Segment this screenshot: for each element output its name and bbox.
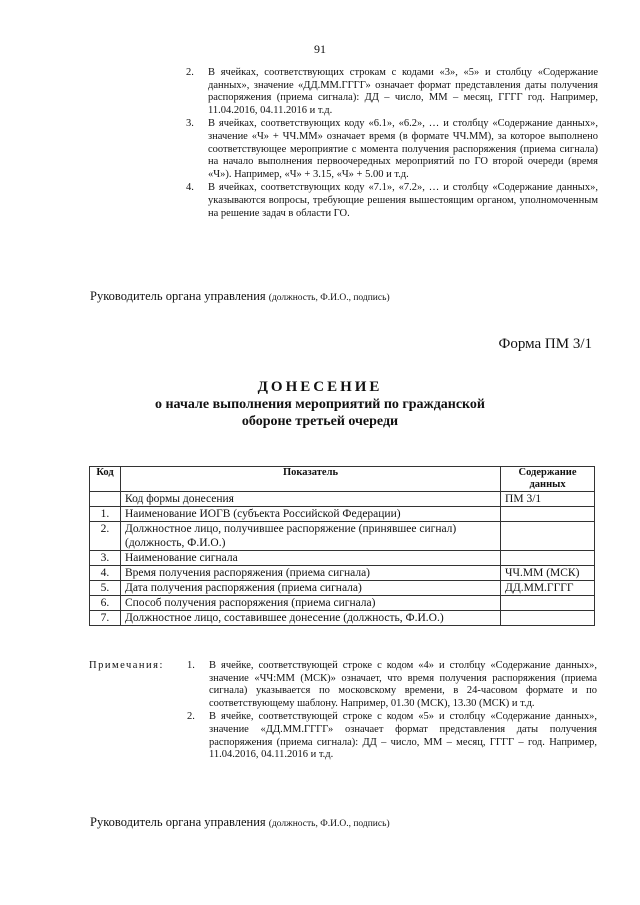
header-code: Код	[90, 467, 121, 492]
cell-code: 2.	[90, 522, 121, 551]
top-note	[186, 67, 598, 117]
top-note	[186, 182, 598, 220]
cell-data	[501, 522, 595, 551]
signature-label: Руководитель органа управления	[90, 815, 266, 829]
form-label: Форма ПМ 3/1	[498, 336, 592, 352]
notes-label: Примечания:	[89, 660, 164, 671]
cell-indicator: Должностное лицо, составившее донесение (должность, Ф.И.О.)	[120, 611, 500, 626]
note-number: 4.	[186, 182, 194, 194]
cell-indicator: Наименование ИОГВ (субъекта Российской Федерации)	[120, 507, 500, 522]
cell-code: 6.	[90, 596, 121, 611]
cell-data	[501, 596, 595, 611]
table-row	[90, 551, 595, 566]
bottom-note	[187, 711, 597, 761]
bottom-notes	[89, 660, 597, 763]
document-title: ДОНЕСЕНИЕ	[257, 379, 383, 395]
cell-indicator: Способ получения распоряжения (приема сигнала)	[120, 596, 500, 611]
document-title-block	[0, 378, 640, 430]
cell-data	[501, 507, 595, 522]
cell-data: ПМ 3/1	[501, 492, 595, 507]
note-text: В ячейках, соответствующих коду «6.1», «6.2», … и столбцу «Содержание данных», значение «Ч» + ЧЧ.ММ» означает время (в формате ЧЧ.ММ), за которое выполнено соответствующее мероприятие с момента получения распоряжения (приема сигнала) на начало выполнения первоочередных мероприятий по ГО второй очереди (время «Ч»). Например, «Ч» + 3.15, «Ч» + 5.00 и т.д.	[208, 118, 598, 180]
note-number: 3.	[186, 118, 194, 130]
cell-code: 3.	[90, 551, 121, 566]
note-number: 2.	[187, 711, 195, 723]
cell-code: 4.	[90, 566, 121, 581]
signature-hint: (должность, Ф.И.О., подпись)	[268, 293, 390, 303]
cell-code: 5.	[90, 581, 121, 596]
report-table	[89, 466, 595, 626]
cell-data: ДД.ММ.ГГГГ	[501, 581, 595, 596]
notes-list	[187, 660, 597, 763]
table-row	[90, 566, 595, 581]
table-row	[90, 522, 595, 551]
cell-indicator: Дата получения распоряжения (приема сигнала)	[120, 581, 500, 596]
table-row	[90, 581, 595, 596]
note-number: 1.	[187, 660, 195, 671]
top-note	[186, 118, 598, 181]
cell-code	[90, 492, 121, 507]
table-row	[90, 492, 595, 507]
note-text: В ячейке, соответствующей строке с кодом «5» и столбцу «Содержание данных», значение «ДД.ММ.ГГГГ» означает формат представления даты получения распоряжения (приема сигнала): ДД – число, ММ – месяц, ГГГГ – год. Например, 11.04.2016, 04.11.2016 и т.д.	[209, 711, 597, 761]
bottom-note	[187, 660, 597, 710]
note-text: В ячейке, соответствующей строке с кодом «4» и столбцу «Содержание данных», значение «ЧЧ:ММ (МСК)» означает, что время получения распоряжения (приема сигнала) указывается по московскому времени, в 24-часовом формате и по соответствующему шаблону. Например, 01.30 (МСК), 13.30 (МСК) и т.д.	[209, 660, 597, 709]
cell-indicator: Должностное лицо, получившее распоряжение (принявшее сигнал) (должность, Ф.И.О.)	[120, 522, 500, 551]
cell-code: 1.	[90, 507, 121, 522]
cell-indicator: Время получения распоряжения (приема сигнала)	[120, 566, 500, 581]
top-notes	[186, 67, 598, 221]
header-indicator: Показатель	[120, 467, 500, 492]
table-header-row	[90, 467, 595, 492]
cell-indicator: Код формы донесения	[120, 492, 500, 507]
note-number: 2.	[186, 67, 194, 78]
cell-data	[501, 611, 595, 626]
document-subtitle-line: о начале выполнения мероприятий по гражданской	[154, 397, 486, 412]
header-data: Содержание данных	[501, 467, 595, 492]
page-number: 91	[314, 42, 326, 56]
note-text: В ячейках, соответствующих строкам с кодами «3», «5» и столбцу «Содержание данных», значение «ДД.ММ.ГГГГ» означает формат представления даты получения распоряжения (приема сигнала): ДД – число, ММ – месяц, ГГГГ год. Например, 11.04.2016, 04.11.2016 и т.д.	[208, 67, 598, 116]
note-text: В ячейках, соответствующих коду «7.1», «7.2», … и столбцу «Содержание данных», указываются вопросы, требующие решения вышестоящим органом, уполномоченным на решение задач в области ГО.	[208, 182, 598, 219]
signature-line-top	[90, 289, 390, 304]
table-row	[90, 596, 595, 611]
table-row	[90, 611, 595, 626]
signature-hint: (должность, Ф.И.О., подпись)	[268, 819, 390, 829]
cell-data: ЧЧ.ММ (МСК)	[501, 566, 595, 581]
cell-data	[501, 551, 595, 566]
cell-indicator: Наименование сигнала	[120, 551, 500, 566]
signature-line-bottom	[90, 815, 390, 830]
signature-label: Руководитель органа управления	[90, 289, 266, 303]
document-subtitle-line: обороне третьей очереди	[241, 414, 399, 429]
cell-code: 7.	[90, 611, 121, 626]
table-row	[90, 507, 595, 522]
